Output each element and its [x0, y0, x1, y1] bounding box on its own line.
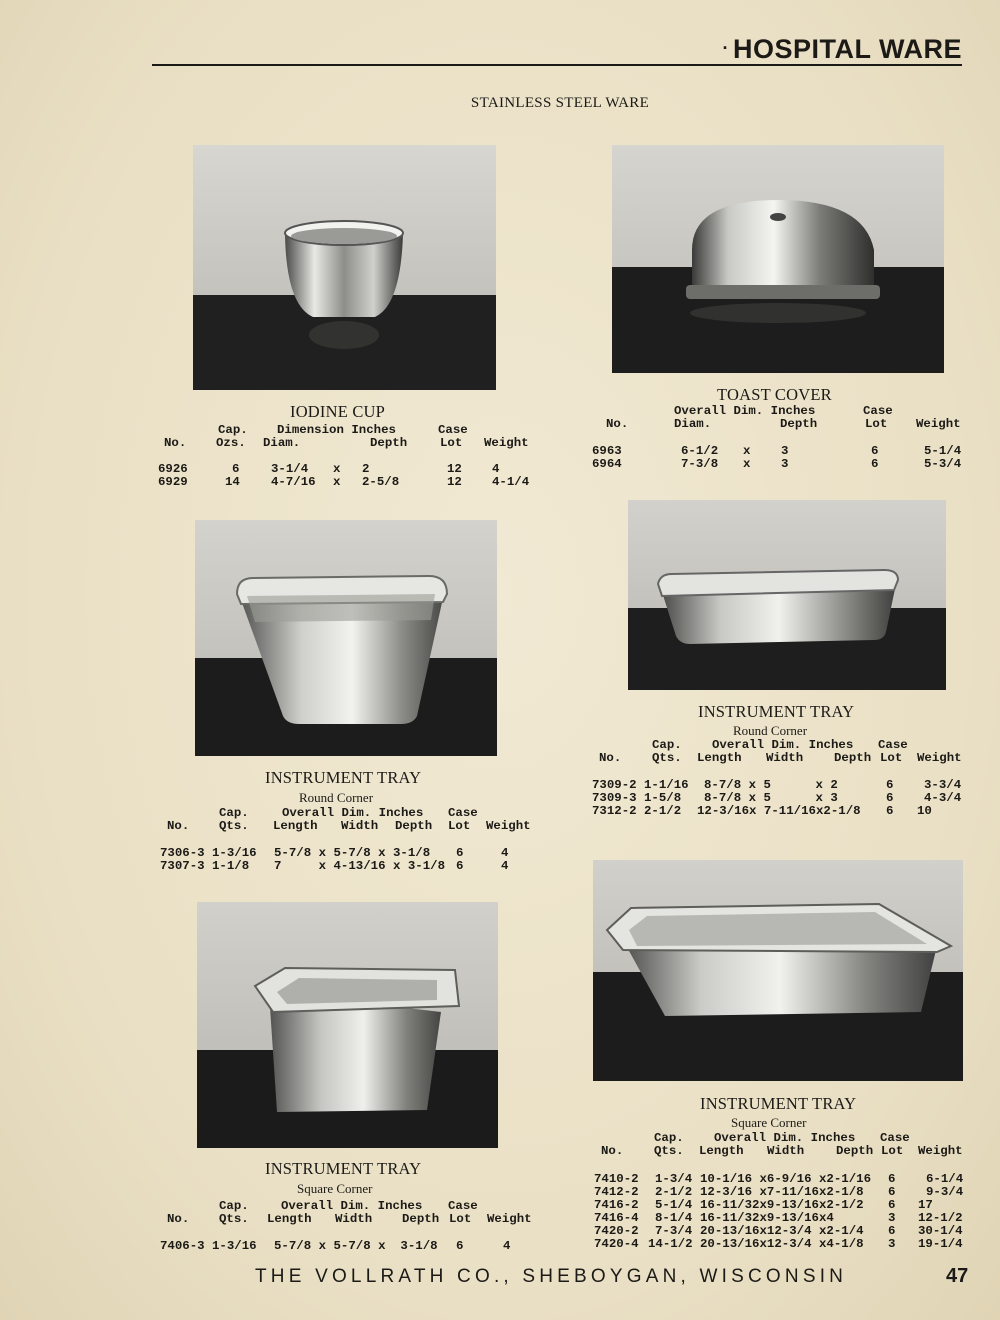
- table-cell: 5-1/4: [655, 1198, 693, 1212]
- table-cell: 7416-4: [594, 1211, 639, 1225]
- table-cell: 7420-4: [594, 1237, 639, 1251]
- table-cell: 3: [888, 1237, 896, 1251]
- table-cell: 17: [918, 1198, 933, 1212]
- table-cell: 2-1/2: [644, 804, 682, 818]
- table-cell: 1-3/16: [212, 846, 257, 860]
- table-cell: 2-1/2: [655, 1185, 693, 1199]
- col-header: Case: [878, 738, 908, 752]
- table-cell: 7420-2: [594, 1224, 639, 1238]
- col-header: Length: [697, 751, 742, 765]
- table-cell: 7309-2: [592, 778, 637, 792]
- header-divider: [152, 64, 962, 66]
- table-cell: 19-1/4: [918, 1237, 963, 1251]
- col-header: No.: [601, 1144, 624, 1158]
- table-cell: 6926: [158, 462, 188, 476]
- table-cell: 5-1/4: [924, 444, 962, 458]
- table-cell: 4-7/16: [271, 475, 316, 489]
- toast-cover-title: TOAST COVER: [717, 385, 832, 404]
- table-cell: 7410-2: [594, 1172, 639, 1186]
- table-cell: 12-1/2: [918, 1211, 963, 1225]
- table-cell: 4: [492, 462, 500, 476]
- table-cell: 6: [232, 462, 240, 476]
- col-header: Qts.: [219, 819, 249, 833]
- iodine-cup-title: IODINE CUP: [290, 402, 386, 421]
- tray-square-right-subtitle: Square Corner: [731, 1115, 807, 1130]
- col-header: Depth: [834, 751, 872, 765]
- table-cell: 6: [888, 1198, 896, 1212]
- table-cell: x: [743, 444, 751, 458]
- table-cell: 20-13/16x12-3/4 x4-1/8: [700, 1237, 864, 1251]
- table-cell: 4-1/4: [492, 475, 530, 489]
- tray-round-left-subtitle: Round Corner: [299, 790, 374, 805]
- table-cell: 6: [888, 1185, 896, 1199]
- table-cell: 16-11/32x9-13/16x4: [700, 1211, 834, 1225]
- table-cell: 2: [362, 462, 370, 476]
- table-cell: 12-3/16x 7-11/16x2-1/8: [697, 804, 861, 818]
- table-cell: 7406-3: [160, 1239, 205, 1253]
- section-header: · HOSPITAL WARE: [722, 34, 962, 64]
- col-header: Overall Dim. Inches: [714, 1131, 856, 1145]
- col-header: Width: [335, 1212, 373, 1226]
- col-header: Cap.: [219, 806, 249, 820]
- col-header: Cap.: [654, 1131, 684, 1145]
- table-cell: 1-3/16: [212, 1239, 257, 1253]
- table-cell: 7312-2: [592, 804, 637, 818]
- table-cell: 7416-2: [594, 1198, 639, 1212]
- col-header: Length: [273, 819, 318, 833]
- tray-round-right-title: INSTRUMENT TRAY: [698, 702, 855, 721]
- table-cell: 6964: [592, 457, 622, 471]
- table-cell: x: [743, 457, 751, 471]
- col-header: Depth: [370, 436, 408, 450]
- table-cell: 6: [456, 859, 464, 873]
- col-header: Case: [448, 1199, 478, 1213]
- col-header: Depth: [780, 417, 818, 431]
- footer-company: THE VOLLRATH CO., SHEBOYGAN, WISCONSIN: [255, 1266, 848, 1287]
- table-cell: 9-3/4: [926, 1185, 964, 1199]
- table-cell: 3: [781, 457, 789, 471]
- col-header: Case: [438, 423, 468, 437]
- col-header: Depth: [836, 1144, 874, 1158]
- col-header: No.: [167, 819, 190, 833]
- tray-square-left-title: INSTRUMENT TRAY: [265, 1159, 422, 1178]
- table-cell: 6: [871, 457, 879, 471]
- tray-square-right-title: INSTRUMENT TRAY: [700, 1094, 857, 1113]
- table-cell: 7306-3: [160, 846, 205, 860]
- col-header: Depth: [402, 1212, 440, 1226]
- table-cell: 6929: [158, 475, 188, 489]
- table-cell: 12-3/16 x7-11/16x2-1/8: [700, 1185, 864, 1199]
- col-header: No.: [606, 417, 629, 431]
- table-cell: 1-1/16: [644, 778, 689, 792]
- col-header: Width: [767, 1144, 805, 1158]
- col-header: Lot: [449, 1212, 472, 1226]
- table-cell: 6-1/4: [926, 1172, 964, 1186]
- table-cell: 7-3/4: [655, 1224, 693, 1238]
- table-cell: 8-7/8 x 5 x 2: [704, 778, 838, 792]
- table-cell: 1-1/8: [212, 859, 250, 873]
- col-header: Overall Dim. Inches: [281, 1199, 423, 1213]
- table-cell: x: [333, 475, 341, 489]
- table-cell: 6: [886, 791, 894, 805]
- page-subtitle: STAINLESS STEEL WARE: [470, 95, 650, 111]
- col-header: Case: [448, 806, 478, 820]
- col-header: Cap.: [652, 738, 682, 752]
- col-header: Cap.: [218, 423, 248, 437]
- table-cell: 6: [456, 1239, 464, 1253]
- tray-round-right-subtitle: Round Corner: [733, 723, 808, 738]
- table-cell: 10: [917, 804, 932, 818]
- col-header: Weight: [486, 819, 531, 833]
- instrument-tray-square-photo: [197, 902, 498, 1148]
- table-cell: 1-5/8: [644, 791, 682, 805]
- col-header: Ozs.: [216, 436, 246, 450]
- table-cell: 6: [456, 846, 464, 860]
- tray-square-left-subtitle: Square Corner: [297, 1181, 373, 1196]
- instrument-tray-round-photo: [195, 520, 497, 756]
- table-cell: 12: [447, 475, 462, 489]
- table-cell: 7-3/8: [681, 457, 719, 471]
- col-header: Length: [267, 1212, 312, 1226]
- iodine-cup-photo: [193, 145, 496, 390]
- col-header: Lot: [448, 819, 471, 833]
- table-cell: 5-3/4: [924, 457, 962, 471]
- table-cell: 12: [447, 462, 462, 476]
- col-header: Weight: [918, 1144, 963, 1158]
- table-cell: 4: [501, 846, 509, 860]
- col-header: Depth: [395, 819, 433, 833]
- table-cell: 3: [888, 1211, 896, 1225]
- table-cell: x: [333, 462, 341, 476]
- page-number: 47: [946, 1265, 969, 1287]
- col-header: Diam.: [263, 436, 301, 450]
- table-cell: 3: [781, 444, 789, 458]
- table-cell: 7 x 4-13/16 x 3-1/8: [274, 859, 446, 873]
- table-cell: 7412-2: [594, 1185, 639, 1199]
- table-cell: 6: [886, 804, 894, 818]
- table-cell: 6: [886, 778, 894, 792]
- table-cell: 3-1/4: [271, 462, 309, 476]
- col-header: Weight: [487, 1212, 532, 1226]
- toast-cover-photo: [612, 145, 944, 373]
- instrument-tray-round-long-photo: [628, 500, 946, 690]
- table-cell: 2-5/8: [362, 475, 400, 489]
- table-cell: 6: [888, 1172, 896, 1186]
- col-header: Case: [880, 1131, 910, 1145]
- table-cell: 8-1/4: [655, 1211, 693, 1225]
- table-cell: 6-1/2: [681, 444, 719, 458]
- table-cell: 20-13/16x12-3/4 x2-1/4: [700, 1224, 864, 1238]
- col-header: Dimension Inches: [277, 423, 396, 437]
- tray-round-left-title: INSTRUMENT TRAY: [265, 768, 422, 787]
- col-header: No.: [167, 1212, 190, 1226]
- table-cell: 7307-3: [160, 859, 205, 873]
- table-cell: 30-1/4: [918, 1224, 963, 1238]
- col-header: Length: [699, 1144, 744, 1158]
- table-cell: 7309-3: [592, 791, 637, 805]
- col-header: Overall Dim. Inches: [282, 806, 424, 820]
- table-cell: 14-1/2: [648, 1237, 693, 1251]
- table-cell: 4: [501, 859, 509, 873]
- col-header: Weight: [917, 751, 962, 765]
- table-cell: 6963: [592, 444, 622, 458]
- col-header: Lot: [880, 751, 903, 765]
- col-header: Overall Dim. Inches: [712, 738, 854, 752]
- col-header: Width: [341, 819, 379, 833]
- table-cell: 5-7/8 x 5-7/8 x 3-1/8: [274, 1239, 438, 1253]
- col-header: Qts.: [654, 1144, 684, 1158]
- col-header: Diam.: [674, 417, 712, 431]
- col-header: Cap.: [219, 1199, 249, 1213]
- table-cell: 6: [888, 1224, 896, 1238]
- col-header: Weight: [484, 436, 529, 450]
- table-cell: 6: [871, 444, 879, 458]
- table-cell: 10-1/16 x6-9/16 x2-1/16: [700, 1172, 872, 1186]
- col-header: Qts.: [652, 751, 682, 765]
- col-header: No.: [599, 751, 622, 765]
- table-cell: 5-7/8 x 5-7/8 x 3-1/8: [274, 846, 431, 860]
- col-header: Width: [766, 751, 804, 765]
- table-cell: 4: [503, 1239, 511, 1253]
- col-header: Lot: [865, 417, 888, 431]
- table-cell: 3-3/4: [924, 778, 962, 792]
- col-header: No.: [164, 436, 187, 450]
- table-cell: 1-3/4: [655, 1172, 693, 1186]
- col-header: Case: [863, 404, 893, 418]
- col-header: Qts.: [219, 1212, 249, 1226]
- col-header: Lot: [881, 1144, 904, 1158]
- table-cell: 14: [225, 475, 240, 489]
- table-cell: 16-11/32x9-13/16x2-1/2: [700, 1198, 864, 1212]
- table-cell: 4-3/4: [924, 791, 962, 805]
- col-header: Lot: [440, 436, 463, 450]
- table-cell: 8-7/8 x 5 x 3: [704, 791, 838, 805]
- col-header: Weight: [916, 417, 961, 431]
- col-header: Overall Dim. Inches: [674, 404, 816, 418]
- instrument-tray-square-large-photo: [593, 860, 963, 1081]
